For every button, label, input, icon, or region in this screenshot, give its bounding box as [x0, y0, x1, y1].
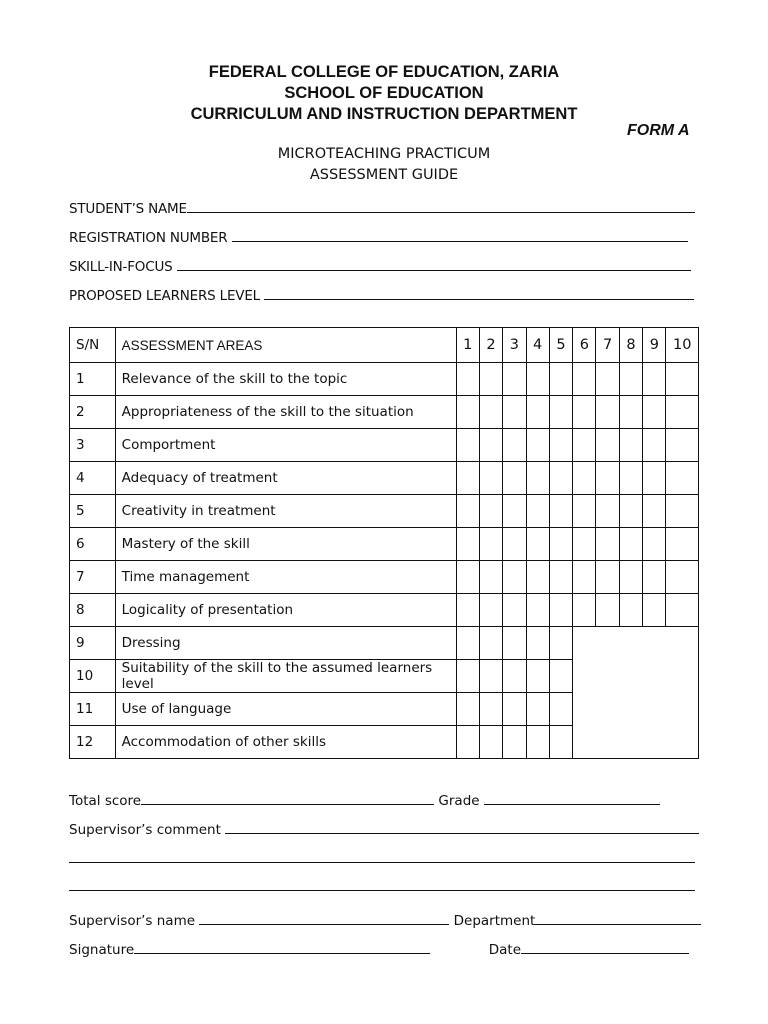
score-cell[interactable]: [666, 594, 699, 627]
score-cell[interactable]: [479, 429, 502, 462]
supervisor-name-field: [69, 912, 701, 929]
score-cell[interactable]: [643, 594, 666, 627]
assessment-area: Appropriateness of the skill to the situation: [115, 396, 456, 429]
score-cell[interactable]: [666, 429, 699, 462]
score-cell[interactable]: [503, 594, 526, 627]
score-cell[interactable]: [549, 528, 572, 561]
score-cell[interactable]: [479, 660, 502, 693]
score-cell[interactable]: [666, 495, 699, 528]
skill-in-focus-field: [69, 258, 691, 275]
row-number: 1: [70, 363, 116, 396]
score-cell[interactable]: [643, 429, 666, 462]
grade-label: Grade: [438, 793, 480, 809]
table-header-row: [70, 328, 699, 363]
score-cell[interactable]: [526, 429, 549, 462]
registration-number-line: [232, 229, 688, 242]
table-row: [70, 528, 699, 561]
score-cell[interactable]: [596, 594, 619, 627]
row-number: 4: [70, 462, 116, 495]
score-cell[interactable]: [596, 462, 619, 495]
score-header: 10: [666, 328, 699, 363]
score-cell[interactable]: [619, 495, 642, 528]
score-header: 1: [456, 328, 479, 363]
row-number: 3: [70, 429, 116, 462]
subtitle-line-2: ASSESSMENT GUIDE: [309, 167, 459, 183]
score-header: 4: [526, 328, 549, 363]
subtitle-line-1: MICROTEACHING PRACTICUM: [277, 146, 491, 162]
score-header: 9: [643, 328, 666, 363]
score-cell[interactable]: [503, 528, 526, 561]
score-cell[interactable]: [596, 363, 619, 396]
supervisor-comment-field: [69, 821, 699, 838]
row-number: 7: [70, 561, 116, 594]
score-cell[interactable]: [503, 660, 526, 693]
score-cell[interactable]: [619, 396, 642, 429]
table-row: [70, 363, 699, 396]
skill-in-focus-line: [177, 258, 691, 271]
score-cell[interactable]: [503, 396, 526, 429]
row-number: 10: [70, 660, 116, 693]
department-line: [535, 912, 701, 925]
department-name: CURRICULUM AND INSTRUCTION DEPARTMENT: [190, 105, 578, 123]
score-cell[interactable]: [526, 363, 549, 396]
score-cell[interactable]: [643, 462, 666, 495]
score-cell[interactable]: [503, 462, 526, 495]
score-cell[interactable]: [526, 693, 549, 726]
score-cell[interactable]: [573, 594, 596, 627]
score-cell[interactable]: [456, 363, 479, 396]
assessment-area: Dressing: [115, 627, 456, 660]
document-subtitle: [0, 144, 768, 186]
score-cell[interactable]: [549, 594, 572, 627]
comment-line: [225, 821, 699, 834]
score-cell[interactable]: [573, 528, 596, 561]
score-cell[interactable]: [526, 462, 549, 495]
score-cell[interactable]: [596, 396, 619, 429]
comment-line: [69, 850, 695, 863]
score-header: 2: [479, 328, 502, 363]
score-cell[interactable]: [643, 561, 666, 594]
score-cell[interactable]: [526, 594, 549, 627]
score-cell[interactable]: [573, 495, 596, 528]
total-score-label: Total score: [69, 793, 142, 809]
table-row: [70, 594, 699, 627]
score-cell[interactable]: [526, 528, 549, 561]
registration-number-label: REGISTRATION NUMBER: [69, 230, 228, 246]
score-cell[interactable]: [549, 726, 572, 759]
score-cell[interactable]: [456, 462, 479, 495]
score-cell[interactable]: [596, 429, 619, 462]
score-cell[interactable]: [619, 429, 642, 462]
score-header: 3: [503, 328, 526, 363]
score-cell[interactable]: [666, 462, 699, 495]
supervisor-comment-label: Supervisor’s comment: [69, 822, 221, 838]
score-cell[interactable]: [643, 495, 666, 528]
date-line: [521, 941, 689, 954]
score-cell[interactable]: [596, 528, 619, 561]
score-cell[interactable]: [456, 561, 479, 594]
score-cell[interactable]: [503, 495, 526, 528]
grade-line: [484, 792, 660, 805]
department-label: Department: [453, 913, 536, 929]
skill-in-focus-label: SKILL-IN-FOCUS: [69, 259, 173, 275]
total-score-line: [141, 792, 434, 805]
score-cell[interactable]: [549, 660, 572, 693]
assessment-area: Logicality of presentation: [115, 594, 456, 627]
score-cell[interactable]: [479, 462, 502, 495]
total-score-field: [69, 792, 660, 809]
score-cell[interactable]: [549, 627, 572, 660]
score-header: 6: [573, 328, 596, 363]
form-label: FORM A: [627, 122, 690, 139]
score-header: 5: [549, 328, 572, 363]
score-cell[interactable]: [479, 396, 502, 429]
score-cell[interactable]: [479, 627, 502, 660]
score-cell[interactable]: [619, 528, 642, 561]
school-name: SCHOOL OF EDUCATION: [284, 84, 484, 102]
student-name-label: STUDENT’S NAME: [69, 201, 187, 217]
score-cell[interactable]: [666, 561, 699, 594]
score-cell[interactable]: [479, 528, 502, 561]
assessment-area: Adequacy of treatment: [115, 462, 456, 495]
table-row: [70, 429, 699, 462]
score-cell[interactable]: [456, 429, 479, 462]
sn-header: S/N: [70, 328, 116, 363]
score-cell[interactable]: [479, 363, 502, 396]
assessment-area: Use of language: [115, 693, 456, 726]
score-cell[interactable]: [503, 363, 526, 396]
assessment-areas-header: ASSESSMENT AREAS: [115, 328, 456, 363]
signature-label: Signature: [69, 942, 135, 958]
score-cell[interactable]: [643, 528, 666, 561]
score-cell[interactable]: [549, 495, 572, 528]
row-number: 12: [70, 726, 116, 759]
score-cell[interactable]: [503, 429, 526, 462]
score-cell[interactable]: [643, 363, 666, 396]
score-cell[interactable]: [549, 363, 572, 396]
score-cell[interactable]: [643, 396, 666, 429]
score-cell[interactable]: [479, 594, 502, 627]
score-cell[interactable]: [549, 462, 572, 495]
score-cell[interactable]: [619, 561, 642, 594]
score-cell[interactable]: [549, 396, 572, 429]
score-cell[interactable]: [503, 693, 526, 726]
blank-merged-cell: [573, 627, 699, 759]
score-header: 8: [619, 328, 642, 363]
score-cell[interactable]: [549, 429, 572, 462]
score-cell[interactable]: [456, 627, 479, 660]
score-cell[interactable]: [456, 495, 479, 528]
score-cell[interactable]: [526, 561, 549, 594]
learners-level-line: [264, 287, 694, 300]
table-row: [70, 495, 699, 528]
assessment-area: Creativity in treatment: [115, 495, 456, 528]
score-cell[interactable]: [666, 528, 699, 561]
supervisor-name-label: Supervisor’s name: [69, 913, 196, 929]
score-cell[interactable]: [573, 462, 596, 495]
table-row: [70, 462, 699, 495]
score-cell[interactable]: [526, 627, 549, 660]
score-cell[interactable]: [456, 594, 479, 627]
student-name-field: [69, 200, 695, 217]
assessment-area: Accommodation of other skills: [115, 726, 456, 759]
score-cell[interactable]: [479, 561, 502, 594]
score-cell[interactable]: [503, 726, 526, 759]
table-row: [70, 561, 699, 594]
row-number: 2: [70, 396, 116, 429]
score-cell[interactable]: [596, 561, 619, 594]
supervisor-name-line: [199, 912, 449, 925]
assessment-area: Suitability of the skill to the assumed learners level: [115, 660, 456, 693]
signature-line: [134, 941, 430, 954]
comment-line: [69, 878, 695, 891]
score-header: 7: [596, 328, 619, 363]
score-cell[interactable]: [573, 363, 596, 396]
assessment-area: Time management: [115, 561, 456, 594]
score-cell[interactable]: [619, 363, 642, 396]
signature-field: [69, 941, 689, 958]
assessment-area: Comportment: [115, 429, 456, 462]
assessment-area: Mastery of the skill: [115, 528, 456, 561]
row-number: 8: [70, 594, 116, 627]
comment-line-2: [69, 850, 695, 867]
score-cell[interactable]: [526, 726, 549, 759]
score-cell[interactable]: [456, 528, 479, 561]
row-number: 6: [70, 528, 116, 561]
learners-level-field: [69, 287, 694, 304]
score-cell[interactable]: [456, 693, 479, 726]
score-cell[interactable]: [573, 396, 596, 429]
score-cell[interactable]: [479, 726, 502, 759]
assessment-table: [69, 327, 699, 759]
score-cell[interactable]: [526, 396, 549, 429]
registration-number-field: [69, 229, 688, 246]
comment-line-3: [69, 878, 695, 895]
score-cell[interactable]: [619, 594, 642, 627]
score-cell[interactable]: [573, 561, 596, 594]
table-row: [70, 627, 699, 660]
row-number: 9: [70, 627, 116, 660]
score-cell[interactable]: [549, 693, 572, 726]
score-cell[interactable]: [666, 396, 699, 429]
score-cell[interactable]: [503, 561, 526, 594]
date-label: Date: [488, 942, 522, 958]
score-cell[interactable]: [456, 660, 479, 693]
learners-level-label: PROPOSED LEARNERS LEVEL: [69, 288, 260, 304]
score-cell[interactable]: [573, 429, 596, 462]
student-name-line: [187, 200, 695, 213]
college-name: FEDERAL COLLEGE OF EDUCATION, ZARIA: [208, 63, 560, 81]
score-cell[interactable]: [619, 462, 642, 495]
score-cell[interactable]: [503, 627, 526, 660]
score-cell[interactable]: [479, 693, 502, 726]
score-cell[interactable]: [526, 495, 549, 528]
row-number: 5: [70, 495, 116, 528]
document-header: [0, 62, 768, 125]
score-cell[interactable]: [456, 726, 479, 759]
score-cell[interactable]: [526, 660, 549, 693]
assessment-area: Relevance of the skill to the topic: [115, 363, 456, 396]
score-cell[interactable]: [456, 396, 479, 429]
score-cell[interactable]: [666, 363, 699, 396]
table-row: [70, 396, 699, 429]
row-number: 11: [70, 693, 116, 726]
score-cell[interactable]: [549, 561, 572, 594]
score-cell[interactable]: [596, 495, 619, 528]
score-cell[interactable]: [479, 495, 502, 528]
